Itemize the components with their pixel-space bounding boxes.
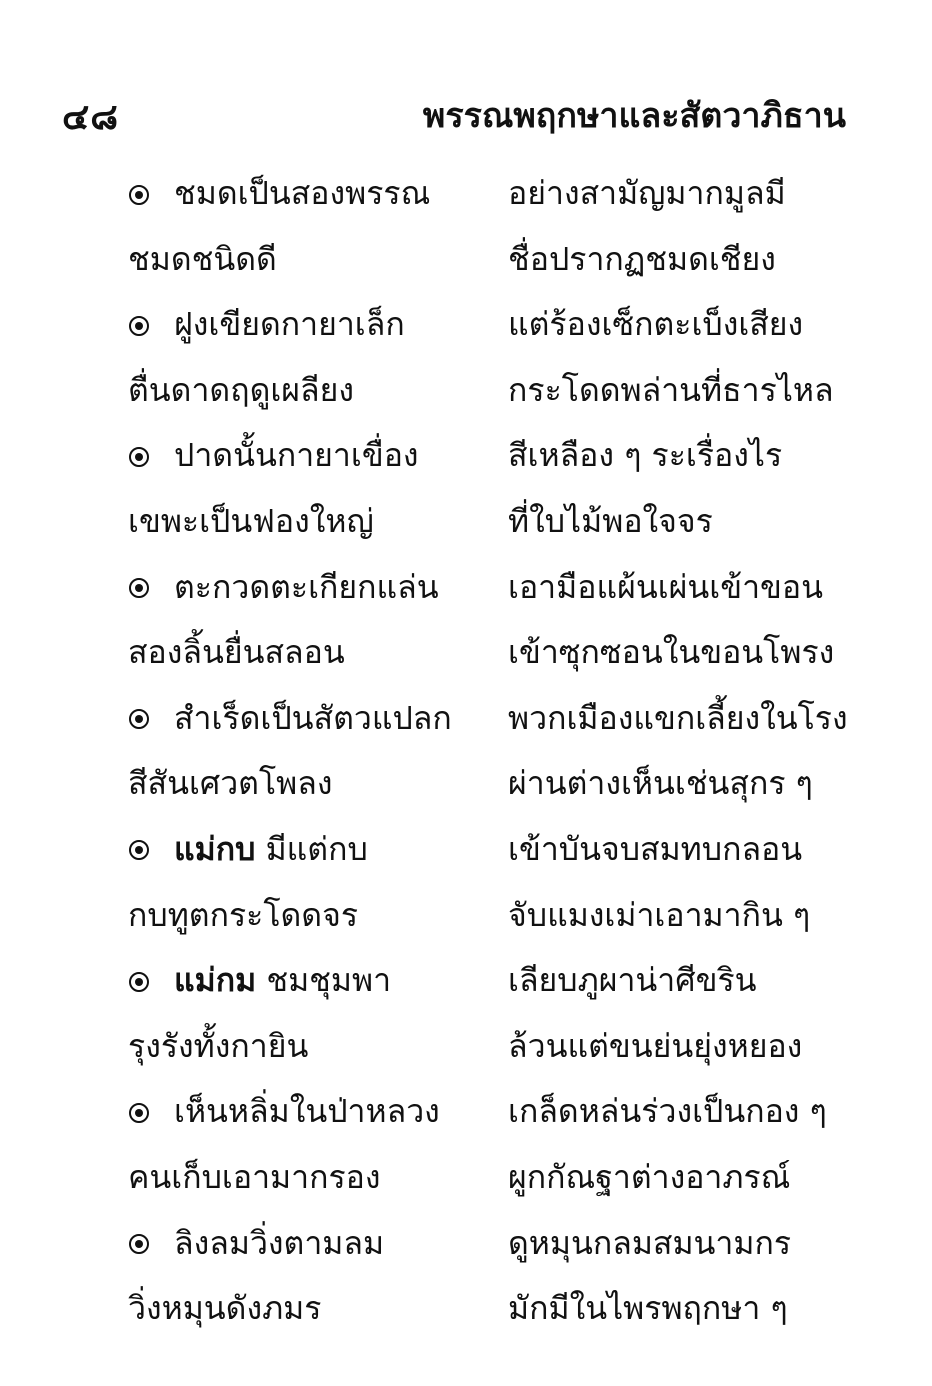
stanza-marker-icon [128,573,160,605]
verse-line [0,226,932,292]
verse-first-hemistich [128,685,452,751]
first-hemistich-text: ชมชุมพา [266,961,392,1000]
verse-first-hemistich [128,291,405,357]
verse-second-hemistich: ชื่อปรากฏชมดเชียง [508,239,776,278]
verse-first-hemistich [128,422,419,488]
verse-line [0,1210,932,1276]
first-hemistich-text: ตื่นดาดฤดูเผลียง [128,370,355,409]
verse-second-hemistich: ดูหมุนกลมสมนามกร [508,1223,792,1262]
verse-first-hemistich [128,1144,381,1210]
verse-second-hemistich: เอามือแผ้นเผ่นเข้าขอน [508,567,823,606]
verse-line [0,488,932,554]
running-title: พรรณพฤกษาและสัตวาภิธาน [422,96,846,136]
first-hemistich-text: คนเก็บเอามากรอง [128,1157,381,1196]
verse-first-hemistich [128,357,354,423]
verse-second-hemistich: พวกเมืองแขกเลี้ยงในโรง [508,698,848,737]
stanza-marker-icon [128,1098,160,1130]
verse-first-hemistich [128,160,430,226]
section-keyword: แม่กม [174,961,257,1000]
page-number: ๔๘ [62,96,120,138]
verse-first-hemistich [128,816,368,882]
first-hemistich-text: ตะกวดตะเกียกแล่น [174,567,439,606]
verse-first-hemistich [128,750,332,816]
verse-second-hemistich: ล้วนแต่ขนย่นยุ่งหยอง [508,1026,803,1065]
verse-line [0,816,932,882]
verse-first-hemistich [128,882,358,948]
first-hemistich-text: ชมดชนิดดี [128,239,277,278]
first-hemistich-text: เห็นหลิ่มในป่าหลวง [174,1092,440,1131]
verse-second-hemistich: เกล็ดหล่นร่วงเป็นกอง ๆ [508,1092,827,1131]
first-hemistich-text: เขพะเป็นฟองใหญ่ [128,501,374,540]
verse-line [0,422,932,488]
first-hemistich-text: วิ่งหมุนดังภมร [128,1289,322,1328]
verse-line [0,554,932,620]
first-hemistich-text: มีแต่กบ [265,829,368,868]
verse-second-hemistich: ผูกกัณฐาต่างอาภรณ์ [508,1157,791,1196]
verse-second-hemistich: เลียบภูผาน่าศีขริน [508,961,757,1000]
first-hemistich-text: สำเร็ดเป็นสัตวแปลก [174,698,452,737]
verse-line [0,750,932,816]
first-hemistich-text: ฝูงเขียดกายาเล็ก [174,305,405,344]
verse-line [0,357,932,423]
first-hemistich-text: รุงรังทั้งกายิน [128,1026,309,1065]
verse-first-hemistich [128,947,391,1013]
verse-line [0,1013,932,1079]
verse-second-hemistich: แต่ร้องเซ็กตะเบ็งเสียง [508,305,804,344]
stanza-marker-icon [128,835,160,867]
stanza-marker-icon [128,311,160,343]
verse-second-hemistich: ที่ใบไม้พอใจจร [508,501,713,540]
verse-line [0,619,932,685]
verse-first-hemistich [128,619,345,685]
verse-second-hemistich: มักมีในไพรพฤกษา ๆ [508,1289,788,1328]
verse-line [0,1078,932,1144]
verse-first-hemistich [128,1210,384,1276]
verse-first-hemistich [128,1275,321,1341]
stanza-marker-icon [128,967,160,999]
verse-second-hemistich: เข้าบันจบสมทบกลอน [508,829,803,868]
verse-second-hemistich: กระโดดพล่านที่ธารไหล [508,370,834,409]
verse-line [0,685,932,751]
section-keyword: แม่กบ [174,829,256,868]
verse-first-hemistich [128,226,277,292]
verse-line [0,160,932,226]
stanza-marker-icon [128,1229,160,1261]
verse-first-hemistich [128,1078,440,1144]
verse-line [0,882,932,948]
verse-line [0,291,932,357]
verse-second-hemistich: เข้าซุกซอนในขอนโพรง [508,633,835,672]
first-hemistich-text: กบทูตกระโดดจร [128,895,358,934]
verse-body [0,160,932,1341]
stanza-marker-icon [128,704,160,736]
stanza-marker-icon [128,442,160,474]
verse-second-hemistich: จับแมงเม่าเอามากิน ๆ [508,895,811,934]
verse-second-hemistich: อย่างสามัญมากมูลมี [508,174,786,212]
verse-second-hemistich: ผ่านต่างเห็นเช่นสุกร ๆ [508,764,813,803]
verse-first-hemistich [128,554,439,620]
first-hemistich-text: ปาดนั้นกายาเขื่อง [174,436,419,475]
verse-line [0,1275,932,1341]
verse-second-hemistich: สีเหลือง ๆ ระเรื่องไร [508,436,783,475]
stanza-marker-icon [128,180,160,212]
verse-line [0,947,932,1013]
first-hemistich-text: สีสันเศวตโพลง [128,764,333,803]
verse-line [0,1144,932,1210]
first-hemistich-text: สองลิ้นยื่นสลอน [128,633,345,672]
verse-first-hemistich [128,1013,308,1079]
verse-first-hemistich [128,488,374,554]
first-hemistich-text: ชมดเป็นสองพรรณ [174,174,431,212]
first-hemistich-text: ลิงลมวิ่งตามลม [174,1223,385,1262]
